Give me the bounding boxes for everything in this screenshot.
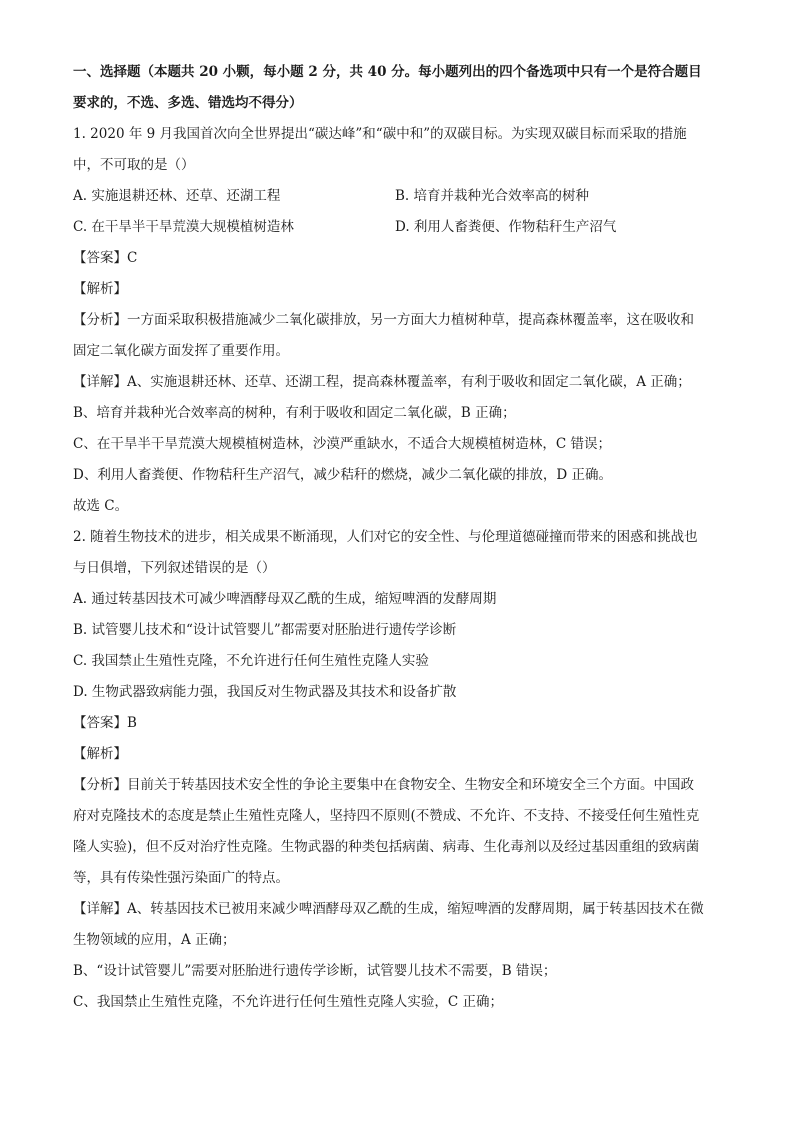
q2-analysis-line4: 等，具有传染性强污染面广的特点。 — [73, 870, 289, 886]
q1-detail-line2: B、培育并栽种光合效率高的树种，有利于吸收和固定二氧化碳，B 正确； — [73, 405, 516, 421]
q1-option-b: B. 培育并栽种光合效率高的树种 — [395, 188, 590, 204]
q2-detail-line3: B、“设计试管婴儿”需要对胚胎进行遗传学诊断，试管婴儿技术不需要，B 错误； — [73, 963, 557, 979]
q1-options-row2 — [73, 217, 723, 237]
q1-detail-line4: D、利用人畜粪便、作物秸秆生产沼气，减少秸秆的燃烧，减少二氧化碳的排放，D 正确。 — [73, 467, 612, 483]
q2-analysis-line3: 隆人实验)，但不反对治疗性克隆。生物武器的种类包括病菌、病毒、生化毒剂以及经过基因重组的致病菌 — [73, 839, 700, 855]
q2-analysis-line2: 府对克隆技术的态度是禁止生殖性克隆人，坚持四不原则(不赞成、不允许、不支持、不接受任何生殖性克 — [73, 808, 700, 824]
section-heading-line2: 要求的，不选、多选、错选均不得分） — [73, 95, 303, 111]
q2-detail-line1: 【详解】A、转基因技术已被用来减少啤酒酵母双乙酰的生成，缩短啤酒的发酵周期，属于转基因技术在微 — [73, 901, 704, 917]
q1-stem-line2: 中，不可取的是（） — [73, 157, 195, 173]
q2-stem-line1: 2. 随着生物技术的进步，相关成果不断涌现，人们对它的安全性、与伦理道德碰撞而带来的困惑和挑战也 — [73, 529, 698, 545]
exam-page — [73, 62, 723, 1023]
q2-detail-line2: 生物领域的应用，A 正确； — [73, 932, 236, 948]
q2-stem-line2: 与日俱增，下列叙述错误的是（） — [73, 560, 276, 576]
q1-jiexi-heading: 【解析】 — [73, 281, 127, 297]
q1-stem-line1: 1. 2020 年 9 月我国首次向全世界提出“碳达峰”和“碳中和”的双碳目标。为实现双碳目标而采取的措施 — [73, 126, 687, 142]
q1-option-d: D. 利用人畜粪便、作物秸秆生产沼气 — [395, 219, 617, 235]
q2-answer: 【答案】B — [73, 715, 137, 731]
q1-detail-line3: C、在干旱半干旱荒漠大规模植树造林，沙漠严重缺水，不适合大规模植树造林，C 错误； — [73, 436, 611, 452]
q1-detail-line1: 【详解】A、实施退耕还林、还草、还湖工程，提高森林覆盖率，有利于吸收和固定二氧化碳，A 正确； — [73, 374, 691, 390]
q1-analysis-line2: 固定二氧化碳方面发挥了重要作用。 — [73, 343, 289, 359]
q2-option-c: C. 我国禁止生殖性克隆，不允许进行任何生殖性克隆人实验 — [73, 653, 429, 669]
q1-options-row1 — [73, 186, 723, 206]
q1-option-c: C. 在干旱半干旱荒漠大规模植树造林 — [73, 219, 294, 235]
q1-conclusion: 故选 C。 — [73, 498, 129, 514]
q2-option-d: D. 生物武器致病能力强，我国反对生物武器及其技术和设备扩散 — [73, 684, 457, 700]
q2-analysis-line1: 【分析】目前关于转基因技术安全性的争论主要集中在食物安全、生物安全和环境安全三个方面。中国政 — [73, 777, 694, 793]
q1-answer: 【答案】C — [73, 250, 138, 266]
q2-option-a: A. 通过转基因技术可减少啤酒酵母双乙酰的生成，缩短啤酒的发酵周期 — [73, 591, 497, 607]
section-heading-line1: 一、选择题（本题共 20 小颗，每小题 2 分，共 40 分。每小题列出的四个备选项中只有一个是符合题目 — [73, 64, 702, 80]
q2-option-b: B. 试管婴儿技术和“设计试管婴儿”都需要对胚胎进行遗传学诊断 — [73, 622, 457, 638]
q2-detail-line4: C、我国禁止生殖性克隆，不允许进行任何生殖性克隆人实验，C 正确； — [73, 994, 503, 1010]
q1-option-a: A. 实施退耕还林、还草、还湖工程 — [73, 188, 281, 204]
q2-jiexi-heading: 【解析】 — [73, 746, 127, 762]
q1-analysis-line1: 【分析】一方面采取积极措施减少二氧化碳排放，另一方面大力植树种草，提高森林覆盖率，这在吸收和 — [73, 312, 694, 328]
